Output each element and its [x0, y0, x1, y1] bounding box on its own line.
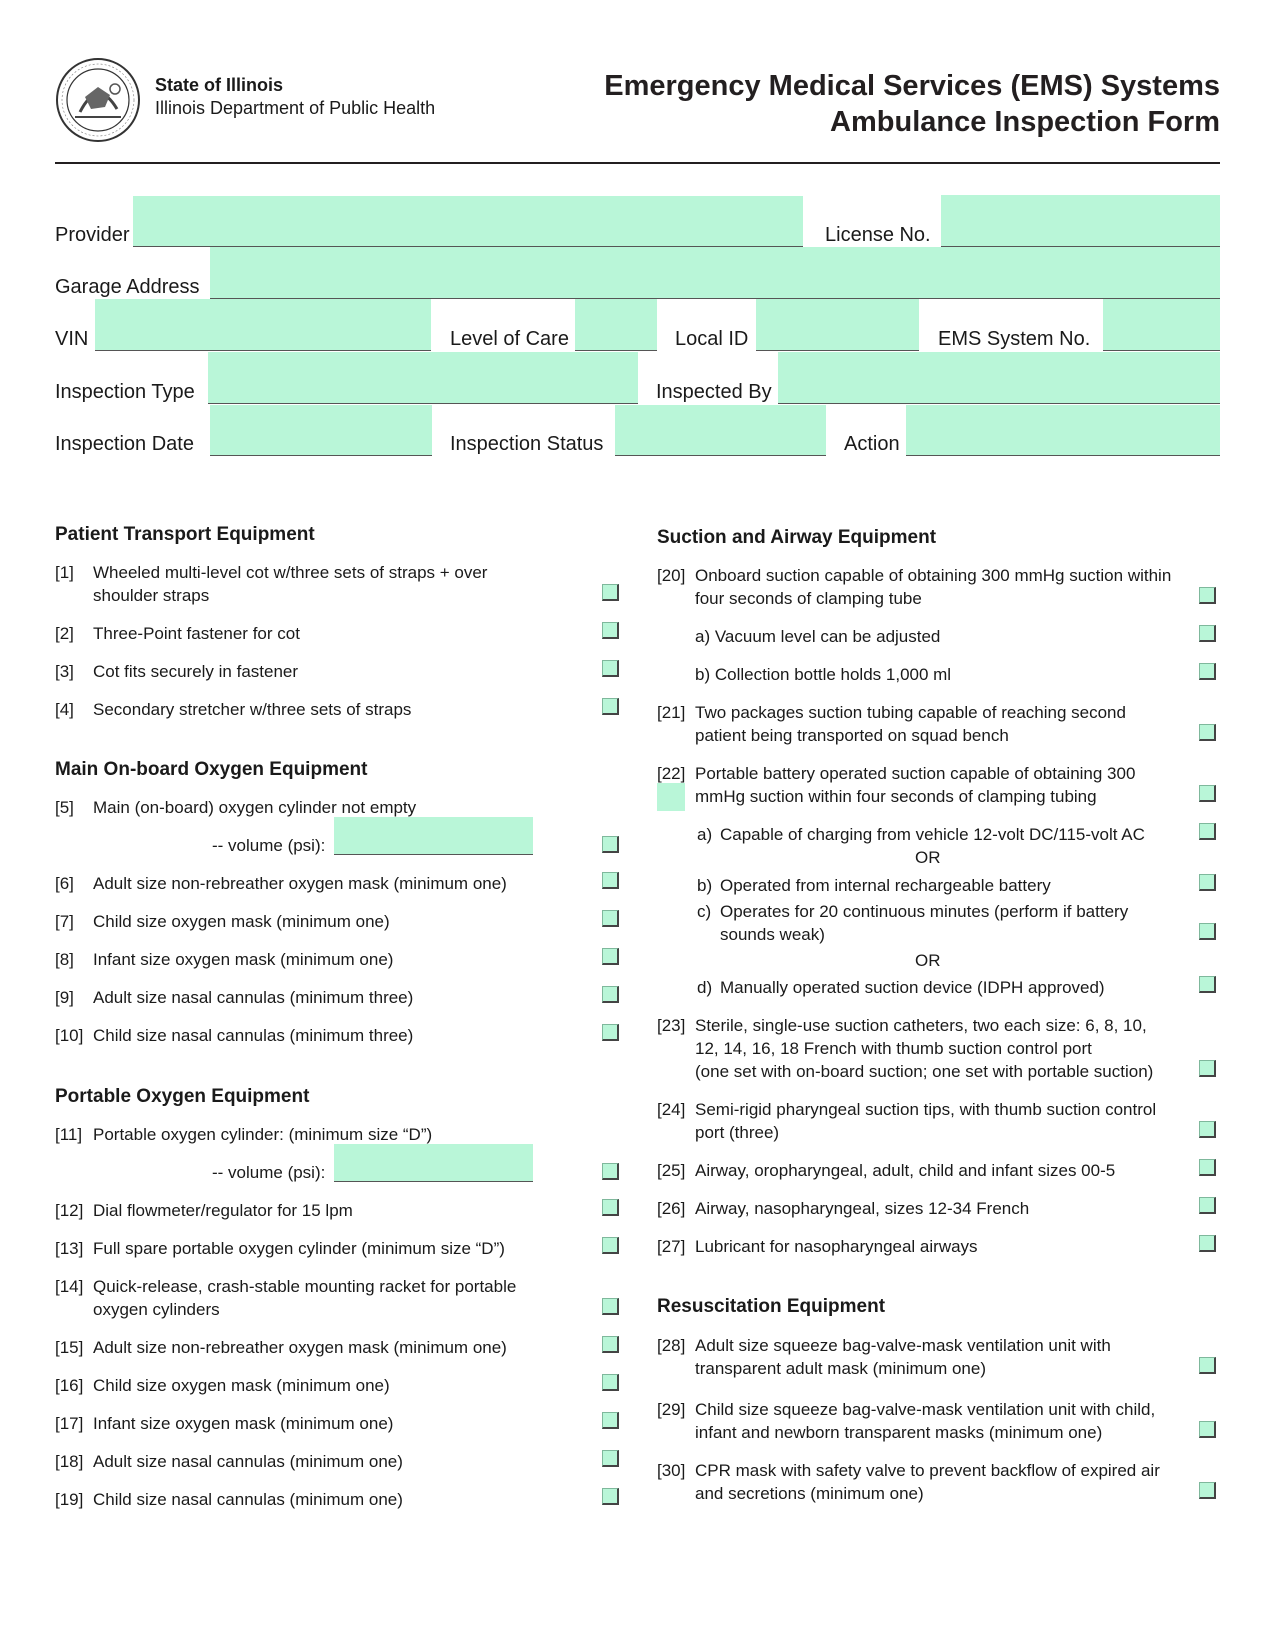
provider-field[interactable] — [133, 196, 803, 247]
garage-address-label: Garage Address — [55, 276, 200, 298]
inspection-status-field[interactable] — [615, 405, 826, 456]
inspection-type-field[interactable] — [208, 352, 638, 404]
item-13-checkbox[interactable] — [602, 1237, 619, 1254]
local-id-field[interactable] — [756, 299, 919, 351]
item-text: Child size oxygen mask (minimum one) — [93, 1376, 390, 1395]
item-text: (one set with on-board suction; one set with portable suction) — [695, 1062, 1154, 1081]
item-number: [27] — [657, 1237, 686, 1256]
item-text: Full spare portable oxygen cylinder (minimum size “D”) — [93, 1239, 505, 1258]
state-seal-logo — [55, 57, 141, 143]
garage-address-field[interactable] — [210, 247, 1220, 299]
portable-volume-field[interactable] — [334, 1144, 533, 1182]
item-text: Capable of charging from vehicle 12-volt DC/115-volt AC — [720, 825, 1145, 844]
item-text: Wheeled multi-level cot w/three sets of straps + over shoulder straps — [93, 563, 488, 605]
item-number: b) — [697, 876, 713, 895]
item-number: [11] — [55, 1125, 83, 1144]
inspected-by-field[interactable] — [778, 352, 1220, 404]
vin-label: VIN — [55, 328, 89, 350]
main-volume-field[interactable] — [334, 817, 533, 855]
item-text: Main (on-board) oxygen cylinder not empty — [93, 798, 417, 817]
item-number: a) — [697, 825, 713, 844]
item-25-checkbox[interactable] — [1199, 1159, 1216, 1176]
item-text: Adult size non-rebreather oxygen mask (minimum one) — [93, 874, 507, 893]
item-3-checkbox[interactable] — [602, 660, 619, 677]
item-number: [29] — [657, 1400, 686, 1419]
item-number: [21] — [657, 703, 686, 722]
portable-oxygen-heading: Portable Oxygen Equipment — [55, 1086, 310, 1107]
title-line-1: Emergency Medical Services (EMS) Systems — [604, 70, 1220, 102]
inspection-date-field[interactable] — [210, 405, 432, 456]
resuscitation-heading: Resuscitation Equipment — [657, 1296, 886, 1317]
item-6-checkbox[interactable] — [602, 872, 619, 889]
item-text: Dial flowmeter/regulator for 15 lpm — [93, 1201, 353, 1220]
item-number: [3] — [55, 662, 74, 681]
item-text: Child size nasal cannulas (minimum one) — [93, 1490, 403, 1509]
item-number: [14] — [55, 1277, 84, 1296]
title-line-2: Ambulance Inspection Form — [830, 106, 1220, 138]
item-text: Two packages suction tubing capable of reaching second patient being transported on squad bench — [695, 703, 1126, 745]
item-14-checkbox[interactable] — [602, 1298, 619, 1315]
item-text: Quick-release, crash-stable mounting racket for portable oxygen cylinders — [93, 1277, 517, 1319]
item-number: d) — [697, 978, 713, 997]
item-number: [24] — [657, 1100, 686, 1119]
item-number: [1] — [55, 563, 74, 582]
patient-transport-heading: Patient Transport Equipment — [55, 524, 315, 545]
item-26-checkbox[interactable] — [1199, 1197, 1216, 1214]
item-text: Onboard suction capable of obtaining 300 mmHg suction within four seconds of clamping tube — [695, 566, 1172, 608]
agency-block — [155, 74, 435, 120]
item-text: a) Vacuum level can be adjusted — [695, 627, 941, 646]
level-of-care-field[interactable] — [575, 299, 657, 351]
item-text: Child size squeeze bag-valve-mask ventilation unit with child, infant and newborn transparent masks (minimum one) — [695, 1400, 1156, 1442]
item-text: Infant size oxygen mask (minimum one) — [93, 950, 394, 969]
item-text: b) Collection bottle holds 1,000 ml — [695, 665, 952, 684]
item-text: Secondary stretcher w/three sets of straps — [93, 700, 412, 719]
item-text: Portable battery operated suction capable of obtaining 300 mmHg suction within four seconds of clamping tubing — [695, 764, 1136, 806]
item-text: Portable oxygen cylinder: (minimum size “D”) — [93, 1125, 433, 1144]
or-label: OR — [915, 951, 941, 970]
item-number: [4] — [55, 700, 74, 719]
inspection-type-label: Inspection Type — [55, 381, 195, 403]
item-22-shade — [657, 783, 685, 811]
item-text: Adult size squeeze bag-valve-mask ventilation unit with transparent adult mask (minimum one) — [695, 1336, 1111, 1378]
item-number: [23] — [657, 1016, 686, 1035]
item-text: Operates for 20 continuous minutes (perform if battery sounds weak) — [720, 902, 1129, 944]
item-number: [5] — [55, 798, 74, 817]
item-number: [15] — [55, 1338, 84, 1357]
item-23-checkbox[interactable] — [1199, 1060, 1216, 1077]
main-volume-label: -- volume (psi): — [212, 836, 326, 855]
item-text: Child size oxygen mask (minimum one) — [93, 912, 390, 931]
item-22c-checkbox[interactable] — [1199, 923, 1216, 940]
item-22b-checkbox[interactable] — [1199, 874, 1216, 891]
item-2-checkbox[interactable] — [602, 622, 619, 639]
item-19-checkbox[interactable] — [602, 1488, 619, 1505]
item-text: Sterile, single-use suction catheters, two each size: 6, 8, 10, 12, 14, 16, 18 French with thumb suction control port — [695, 1016, 1147, 1058]
item-5-checkbox[interactable] — [602, 836, 619, 853]
item-20b-checkbox[interactable] — [1199, 663, 1216, 680]
item-text: Lubricant for nasopharyngeal airways — [695, 1237, 978, 1256]
item-number: [13] — [55, 1239, 84, 1258]
item-30-checkbox[interactable] — [1199, 1482, 1216, 1499]
item-number: [16] — [55, 1376, 84, 1395]
ems-system-no-label: EMS System No. — [938, 328, 1091, 350]
suction-airway-heading: Suction and Airway Equipment — [657, 527, 937, 548]
item-16-checkbox[interactable] — [602, 1374, 619, 1391]
item-text: CPR mask with safety valve to prevent backflow of expired air and secretions (minimum one) — [695, 1461, 1160, 1503]
main-oxygen-heading: Main On-board Oxygen Equipment — [55, 759, 368, 780]
level-of-care-label: Level of Care — [450, 328, 569, 350]
form-title — [604, 68, 1220, 140]
item-number: [7] — [55, 912, 74, 931]
provider-label: Provider — [55, 224, 130, 246]
item-text: Infant size oxygen mask (minimum one) — [93, 1414, 394, 1433]
item-11-checkbox[interactable] — [602, 1163, 619, 1180]
action-label: Action — [844, 433, 900, 455]
inspection-date-label: Inspection Date — [55, 433, 194, 455]
item-text: Adult size nasal cannulas (minimum three) — [93, 988, 414, 1007]
item-22d-checkbox[interactable] — [1199, 976, 1216, 993]
department-name: Illinois Department of Public Health — [155, 98, 436, 118]
item-text: Airway, nasopharyngeal, sizes 12-34 French — [695, 1199, 1030, 1218]
item-number: [26] — [657, 1199, 686, 1218]
item-number: [10] — [55, 1026, 84, 1045]
item-20-checkbox[interactable] — [1199, 587, 1216, 604]
item-number: [22] — [657, 764, 686, 783]
inspected-by-label: Inspected By — [656, 381, 772, 403]
item-20a-checkbox[interactable] — [1199, 625, 1216, 642]
action-field[interactable] — [906, 405, 1220, 456]
item-text: Operated from internal rechargeable battery — [720, 876, 1051, 895]
item-text: Airway, oropharyngeal, adult, child and infant sizes 00-5 — [695, 1161, 1116, 1180]
item-text: Adult size non-rebreather oxygen mask (minimum one) — [93, 1338, 507, 1357]
item-number: [12] — [55, 1201, 84, 1220]
item-text: Three-Point fastener for cot — [93, 624, 300, 643]
item-number: [2] — [55, 624, 74, 643]
item-29-checkbox[interactable] — [1199, 1421, 1216, 1438]
item-number: [19] — [55, 1490, 84, 1509]
item-text: Cot fits securely in fastener — [93, 662, 299, 681]
item-8-checkbox[interactable] — [602, 948, 619, 965]
item-number: [30] — [657, 1461, 686, 1480]
item-number: [20] — [657, 566, 686, 585]
item-number: [17] — [55, 1414, 84, 1433]
inspection-status-label: Inspection Status — [450, 433, 604, 455]
item-number: [25] — [657, 1161, 686, 1180]
or-label: OR — [915, 848, 941, 867]
item-10-checkbox[interactable] — [602, 1024, 619, 1041]
header-divider — [55, 162, 1220, 164]
portable-volume-label: -- volume (psi): — [212, 1163, 326, 1182]
item-18-checkbox[interactable] — [602, 1450, 619, 1467]
item-21-checkbox[interactable] — [1199, 724, 1216, 741]
item-7-checkbox[interactable] — [602, 910, 619, 927]
item-17-checkbox[interactable] — [602, 1412, 619, 1429]
item-22-checkbox[interactable] — [1199, 785, 1216, 802]
ems-system-no-field[interactable] — [1103, 299, 1220, 351]
item-9-checkbox[interactable] — [602, 986, 619, 1003]
item-number: [28] — [657, 1336, 686, 1355]
item-number: [9] — [55, 988, 74, 1007]
item-number: [18] — [55, 1452, 84, 1471]
item-15-checkbox[interactable] — [602, 1336, 619, 1353]
item-number: c) — [697, 902, 712, 921]
vin-field[interactable] — [95, 299, 431, 351]
item-24-checkbox[interactable] — [1199, 1121, 1216, 1138]
item-text: Adult size nasal cannulas (minimum one) — [93, 1452, 403, 1471]
item-4-checkbox[interactable] — [602, 698, 619, 715]
item-1-checkbox[interactable] — [602, 584, 619, 601]
item-text: Child size nasal cannulas (minimum three) — [93, 1026, 414, 1045]
item-27-checkbox[interactable] — [1199, 1235, 1216, 1252]
item-12-checkbox[interactable] — [602, 1199, 619, 1216]
item-number: [8] — [55, 950, 74, 969]
item-text: Semi-rigid pharyngeal suction tips, with thumb suction control port (three) — [695, 1100, 1157, 1142]
state-name: State of Illinois — [155, 75, 284, 95]
license-no-field[interactable] — [941, 195, 1220, 247]
item-number: [6] — [55, 874, 74, 893]
item-text: Manually operated suction device (IDPH approved) — [720, 978, 1105, 997]
local-id-label: Local ID — [675, 328, 749, 350]
license-no-label: License No. — [825, 224, 931, 246]
item-22a-checkbox[interactable] — [1199, 823, 1216, 840]
item-28-checkbox[interactable] — [1199, 1357, 1216, 1374]
